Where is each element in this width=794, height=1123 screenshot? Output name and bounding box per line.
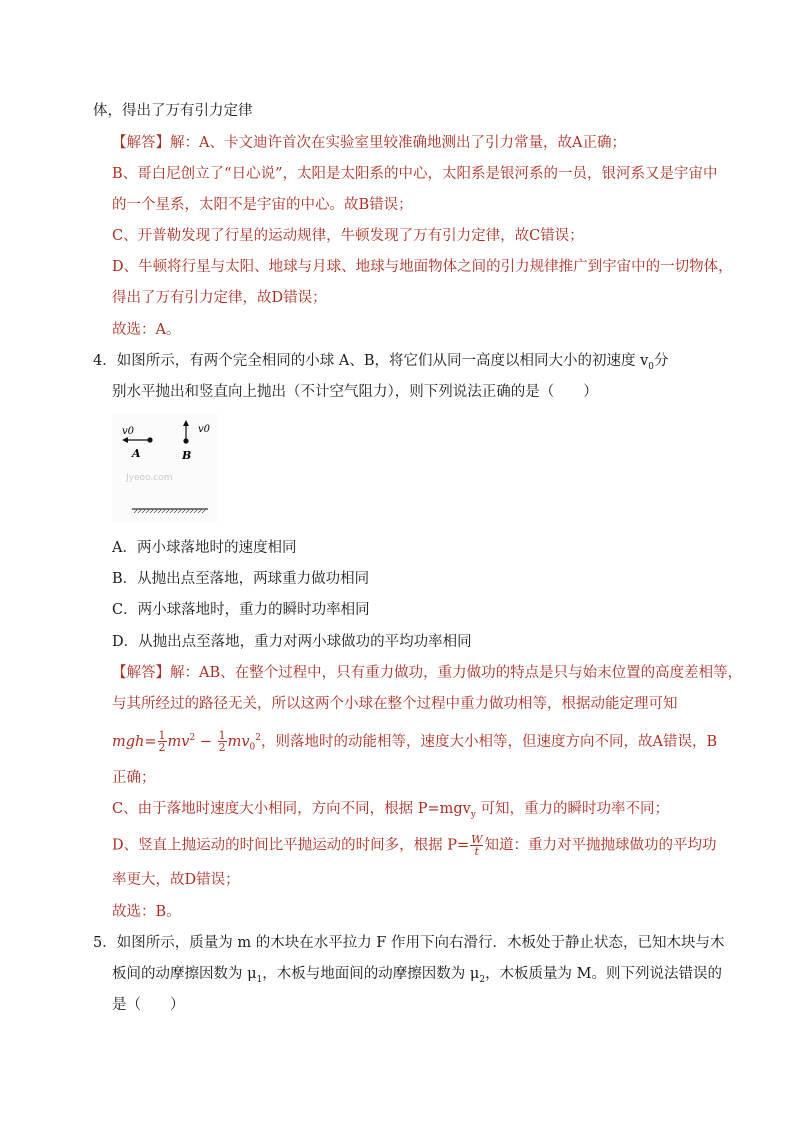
q4-stem-line2: 别水平抛出和竖直向上抛出（不计空气阻力），则下列说法正确的是（ ） <box>112 384 598 400</box>
q4-correct: 正确； <box>112 770 156 786</box>
ball-a <box>147 437 152 442</box>
q5-stem-line2: 板间的动摩擦因数为 $\mu_1$，木板与地面间的动摩擦因数为 $\mu_2$，木板质量为 M。则下列说法错误的 <box>112 966 723 985</box>
q4-option-a: A．两小球落地时的速度相同 <box>112 540 297 556</box>
watermark: Jyeoo.com <box>126 473 173 483</box>
eq-mgh: mgh= <box>112 733 157 750</box>
prev-d-line1: D、牛顿将行星与太阳、地球与月球、地球与地面物体之间的引力规律推广到宇宙中的一切物体， <box>112 259 733 275</box>
q4-answer-line1 <box>112 663 742 683</box>
label-v0-left: v0 <box>122 426 135 437</box>
q5-stem-line3: 是（ ） <box>112 997 185 1013</box>
eq-frac-2: $\frac{1}{2}$ <box>218 729 226 755</box>
answer-tag: 【解答】 <box>112 135 170 151</box>
q4-d-line2: 率更大，故D错误； <box>112 872 240 888</box>
q4-choose: 故选：B。 <box>112 904 181 920</box>
q4-c-line: C、由于落地时速度大小相同，方向不同，根据 P=mgv$_y$ 可知，重力的瞬时功率不同； <box>112 801 670 820</box>
q4-option-b: B．从抛出点至落地，两球重力做功相同 <box>112 571 370 587</box>
label-ball-b: B <box>182 449 192 462</box>
label-ball-a: A <box>132 447 141 460</box>
q4-number: 4． <box>93 353 117 369</box>
q4-stem-sub: 0 <box>648 361 655 372</box>
prev-d-line2: 得出了万有引力定律，故D错误； <box>112 290 327 306</box>
q4-stem-line1 <box>93 351 669 377</box>
eq-frac-1: $\frac{1}{2}$ <box>158 729 166 755</box>
q4-equation-line: mgh= $\frac{1}{2}$ $mv^2$ − $\frac{1}{2}$ $mv_0^2$，则落地时的动能相等，速度大小相等，但速度方向不同，故A错误，B <box>112 729 718 755</box>
prev-b-line1: B、哥白尼创立了“日心说”，太阳是太阳系的中心，太阳系是银河系的一员，银河系又是宇宙中 <box>112 166 718 182</box>
q4-stem-tail: 分 <box>654 353 669 369</box>
prev-line-end: 体，得出了万有引力定律 <box>93 103 253 119</box>
q4-option-d: D．从抛出点至落地，重力对两小球做功的平均功率相同 <box>112 634 472 650</box>
prev-choose: 故选：A。 <box>112 322 181 338</box>
q5-number: 5． <box>93 935 117 951</box>
q4-ab-line1: 解：AB、在整个过程中，只有重力做功，重力做功的特点是只与始末位置的高度差相等， <box>170 665 743 681</box>
q4-d-line1: D、竖直上抛运动的时间比平抛运动的时间多，根据 P= $\frac{W}{t}$ 知道：重力对平抛抛球做功的平均功 <box>112 833 717 858</box>
answer-tag: 【解答】 <box>112 665 170 681</box>
q5-stem-line1: 5．如图所示，质量为 m 的木块在水平拉力 F 作用下向右滑行．木板处于静止状态，已知木块与木 <box>93 935 725 951</box>
ball-b <box>183 438 188 443</box>
q4-option-c: C．两小球落地时，重力的瞬时功率相同 <box>112 602 370 618</box>
prev-answer-line <box>112 133 626 153</box>
d-frac: $\frac{W}{t}$ <box>471 833 483 858</box>
q4-figure <box>112 414 218 522</box>
answer-a: 解：A、卡文迪许首次在实验室里较准确地测出了引力常量，故A正确； <box>170 135 626 151</box>
prev-b-line2: 的一个星系，太阳不是宇宙的中心。故B错误； <box>112 197 413 213</box>
q4-stem-text: 如图所示，有两个完全相同的小球 A、B，将它们从同一高度以相同大小的初速度 v <box>116 353 649 369</box>
label-v0-right: v0 <box>198 424 211 435</box>
prev-c-line: C、开普勒发现了行星的运动规律，牛顿发现了万有引力定律，故C错误； <box>112 228 584 244</box>
q4-answer-line2: 与其所经过的路径无关，所以这两个小球在整个过程中重力做功相等，根据动能定理可知 <box>112 696 678 712</box>
eq-tail: ，则落地时的动能相等，速度大小相等，但速度方向不同，故A错误，B <box>261 733 718 750</box>
